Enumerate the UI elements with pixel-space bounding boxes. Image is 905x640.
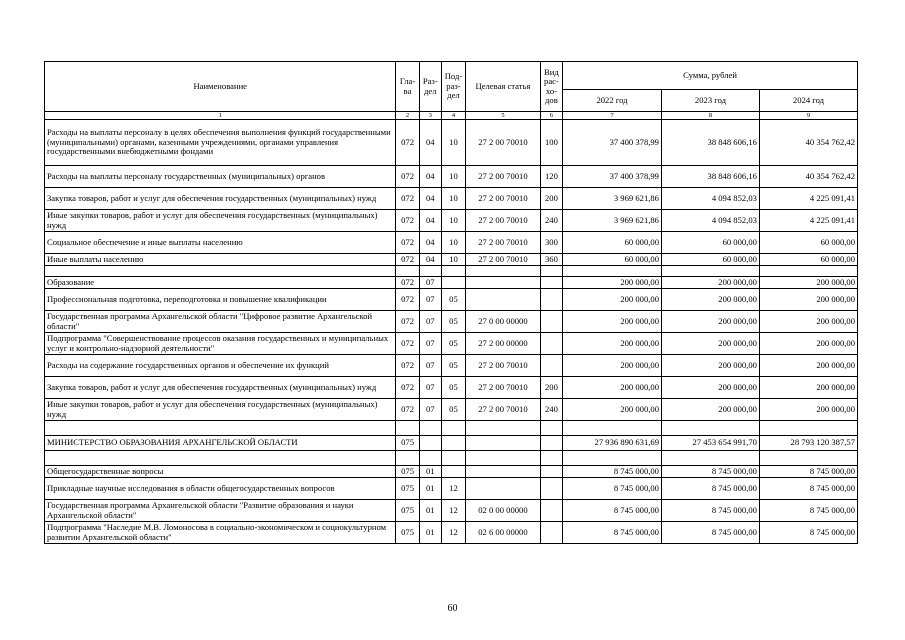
row-sum-2024: 200 000,00 <box>759 277 857 289</box>
row-vid: 240 <box>540 210 562 232</box>
row-sum-2023: 27 453 654 991,70 <box>661 436 759 451</box>
row-sum-2023: 8 745 000,00 <box>661 522 759 544</box>
empty-cell <box>759 266 857 277</box>
empty-cell <box>563 451 662 466</box>
row-podrazdel: 12 <box>441 478 465 500</box>
column-index: 6 <box>540 112 562 120</box>
row-sum-2023: 200 000,00 <box>661 377 759 399</box>
row-statya: 02 0 00 00000 <box>466 500 541 522</box>
header-glava: Гла-ва <box>396 62 419 112</box>
row-podrazdel: 10 <box>441 120 465 166</box>
row-razdel: 07 <box>419 333 441 355</box>
row-razdel: 01 <box>419 478 441 500</box>
table-row <box>45 500 858 522</box>
row-name: Закупка товаров, работ и услуг для обеспечения государственных (муниципальных) нужд <box>45 377 396 399</box>
row-statya <box>466 277 541 289</box>
row-razdel: 01 <box>419 522 441 544</box>
row-podrazdel: 05 <box>441 355 465 377</box>
row-vid: 200 <box>540 377 562 399</box>
header-statya: Целевая статья <box>466 62 541 112</box>
row-podrazdel: 10 <box>441 232 465 254</box>
row-sum-2024: 200 000,00 <box>759 355 857 377</box>
table-row <box>45 277 858 289</box>
row-vid <box>540 311 562 333</box>
table-row <box>45 333 858 355</box>
table-row <box>45 289 858 311</box>
column-index: 4 <box>441 112 465 120</box>
row-sum-2024: 8 745 000,00 <box>759 522 857 544</box>
table-row-empty <box>45 451 858 466</box>
table-row <box>45 311 858 333</box>
empty-cell <box>563 421 662 436</box>
row-statya: 27 2 00 70010 <box>466 188 541 210</box>
row-glava: 075 <box>396 522 419 544</box>
row-vid: 240 <box>540 399 562 421</box>
table-row <box>45 466 858 478</box>
row-podrazdel <box>441 436 465 451</box>
row-vid <box>540 478 562 500</box>
row-sum-2022: 3 969 621,86 <box>563 188 662 210</box>
empty-cell <box>45 451 396 466</box>
row-razdel: 07 <box>419 277 441 289</box>
row-sum-2024: 4 225 091,41 <box>759 188 857 210</box>
table-row <box>45 188 858 210</box>
empty-cell <box>759 421 857 436</box>
row-name: МИНИСТЕРСТВО ОБРАЗОВАНИЯ АРХАНГЕЛЬСКОЙ ОБЛАСТИ <box>45 436 396 451</box>
table-row <box>45 166 858 188</box>
row-glava: 072 <box>396 277 419 289</box>
table-row <box>45 377 858 399</box>
empty-cell <box>563 266 662 277</box>
row-razdel: 01 <box>419 500 441 522</box>
row-sum-2023: 8 745 000,00 <box>661 478 759 500</box>
row-sum-2024: 28 793 120 387,57 <box>759 436 857 451</box>
row-glava: 072 <box>396 311 419 333</box>
row-statya: 27 2 00 70010 <box>466 210 541 232</box>
row-vid <box>540 522 562 544</box>
row-name: Образование <box>45 277 396 289</box>
page-number: 60 <box>447 603 458 614</box>
row-sum-2022: 200 000,00 <box>563 399 662 421</box>
empty-cell <box>45 421 396 436</box>
row-vid: 100 <box>540 120 562 166</box>
row-name: Государственная программа Архангельской области "Развитие образования и науки Архангельской области" <box>45 500 396 522</box>
row-statya: 27 2 00 70010 <box>466 232 541 254</box>
empty-cell <box>419 451 441 466</box>
row-vid <box>540 466 562 478</box>
row-glava: 072 <box>396 188 419 210</box>
row-statya: 27 0 00 00000 <box>466 311 541 333</box>
row-vid <box>540 333 562 355</box>
row-sum-2022: 8 745 000,00 <box>563 522 662 544</box>
empty-cell <box>661 451 759 466</box>
row-sum-2024: 200 000,00 <box>759 311 857 333</box>
empty-cell <box>540 421 562 436</box>
row-name: Расходы на выплаты персоналу в целях обеспечения выполнения функций государственными (муниципальными) органами, казенными учреждениями, органами управления государственными внебюджетными фондами <box>45 120 396 166</box>
empty-cell <box>45 266 396 277</box>
row-vid: 200 <box>540 188 562 210</box>
row-podrazdel: 10 <box>441 254 465 266</box>
row-glava: 075 <box>396 436 419 451</box>
row-sum-2022: 200 000,00 <box>563 311 662 333</box>
row-vid <box>540 289 562 311</box>
row-podrazdel: 05 <box>441 289 465 311</box>
row-sum-2023: 200 000,00 <box>661 333 759 355</box>
row-sum-2023: 200 000,00 <box>661 311 759 333</box>
row-sum-2024: 200 000,00 <box>759 399 857 421</box>
row-statya: 27 2 00 00000 <box>466 333 541 355</box>
row-razdel: 04 <box>419 120 441 166</box>
row-sum-2024: 200 000,00 <box>759 333 857 355</box>
empty-cell <box>466 451 541 466</box>
row-vid: 120 <box>540 166 562 188</box>
empty-cell <box>759 451 857 466</box>
header-razdel: Раз-дел <box>419 62 441 112</box>
row-podrazdel: 05 <box>441 377 465 399</box>
empty-cell <box>441 451 465 466</box>
column-index: 1 <box>45 112 396 120</box>
row-statya <box>466 466 541 478</box>
table-row <box>45 120 858 166</box>
header-vid: Вид рас-хо-дов <box>540 62 562 112</box>
row-sum-2022: 60 000,00 <box>563 254 662 266</box>
row-sum-2022: 200 000,00 <box>563 277 662 289</box>
row-glava: 072 <box>396 289 419 311</box>
row-name: Иные закупки товаров, работ и услуг для обеспечения государственных (муниципальных) нужд <box>45 210 396 232</box>
row-sum-2024: 60 000,00 <box>759 232 857 254</box>
row-podrazdel: 05 <box>441 333 465 355</box>
row-vid <box>540 277 562 289</box>
row-razdel: 07 <box>419 377 441 399</box>
row-glava: 072 <box>396 232 419 254</box>
column-index: 2 <box>396 112 419 120</box>
column-index: 8 <box>661 112 759 120</box>
empty-cell <box>419 421 441 436</box>
row-razdel: 04 <box>419 232 441 254</box>
row-statya <box>466 436 541 451</box>
row-sum-2024: 200 000,00 <box>759 377 857 399</box>
row-name: Расходы на выплаты персоналу государственных (муниципальных) органов <box>45 166 396 188</box>
row-sum-2023: 8 745 000,00 <box>661 500 759 522</box>
column-index-row <box>45 112 858 120</box>
row-glava: 075 <box>396 466 419 478</box>
row-sum-2022: 8 745 000,00 <box>563 466 662 478</box>
row-name: Общегосударственные вопросы <box>45 466 396 478</box>
row-razdel: 04 <box>419 188 441 210</box>
row-razdel: 04 <box>419 254 441 266</box>
row-podrazdel: 10 <box>441 166 465 188</box>
row-sum-2023: 60 000,00 <box>661 254 759 266</box>
row-sum-2024: 200 000,00 <box>759 289 857 311</box>
row-podrazdel <box>441 277 465 289</box>
row-name: Социальное обеспечение и иные выплаты населению <box>45 232 396 254</box>
row-sum-2022: 200 000,00 <box>563 377 662 399</box>
table-row <box>45 254 858 266</box>
row-podrazdel <box>441 466 465 478</box>
row-statya: 27 2 00 70010 <box>466 377 541 399</box>
table-row <box>45 522 858 544</box>
row-sum-2024: 4 225 091,41 <box>759 210 857 232</box>
row-razdel: 07 <box>419 399 441 421</box>
column-index: 7 <box>563 112 662 120</box>
empty-cell <box>540 266 562 277</box>
row-sum-2024: 8 745 000,00 <box>759 466 857 478</box>
header-podrazdel: Под-раз-дел <box>441 62 465 112</box>
row-podrazdel: 10 <box>441 188 465 210</box>
row-name: Закупка товаров, работ и услуг для обеспечения государственных (муниципальных) нужд <box>45 188 396 210</box>
header-name: Наименование <box>45 62 396 112</box>
row-podrazdel: 05 <box>441 311 465 333</box>
empty-cell <box>661 421 759 436</box>
row-sum-2023: 4 094 852,03 <box>661 210 759 232</box>
table-row <box>45 210 858 232</box>
row-glava: 075 <box>396 478 419 500</box>
empty-cell <box>441 266 465 277</box>
row-razdel: 07 <box>419 311 441 333</box>
table-row-ministry <box>45 436 858 451</box>
row-sum-2022: 200 000,00 <box>563 355 662 377</box>
row-vid <box>540 355 562 377</box>
empty-cell <box>396 421 419 436</box>
empty-cell <box>441 421 465 436</box>
row-sum-2022: 37 400 378,99 <box>563 120 662 166</box>
table-row-empty <box>45 266 858 277</box>
table-row <box>45 355 858 377</box>
empty-cell <box>396 451 419 466</box>
empty-cell <box>661 266 759 277</box>
row-vid: 300 <box>540 232 562 254</box>
row-glava: 072 <box>396 355 419 377</box>
row-statya: 27 2 00 70010 <box>466 399 541 421</box>
row-podrazdel: 10 <box>441 210 465 232</box>
row-sum-2023: 4 094 852,03 <box>661 188 759 210</box>
row-razdel: 07 <box>419 355 441 377</box>
row-sum-2024: 8 745 000,00 <box>759 500 857 522</box>
table-row <box>45 399 858 421</box>
row-glava: 072 <box>396 333 419 355</box>
row-sum-2024: 40 354 762,42 <box>759 120 857 166</box>
row-glava: 072 <box>396 120 419 166</box>
row-sum-2024: 60 000,00 <box>759 254 857 266</box>
table-body <box>45 120 858 544</box>
row-name: Иные закупки товаров, работ и услуг для обеспечения государственных (муниципальных) нужд <box>45 399 396 421</box>
row-sum-2022: 27 936 890 631,69 <box>563 436 662 451</box>
empty-cell <box>466 421 541 436</box>
row-vid <box>540 500 562 522</box>
header-year-2022: 2022 год <box>563 90 662 112</box>
empty-cell <box>540 451 562 466</box>
row-glava: 072 <box>396 377 419 399</box>
row-sum-2024: 8 745 000,00 <box>759 478 857 500</box>
row-statya <box>466 478 541 500</box>
row-razdel: 07 <box>419 289 441 311</box>
row-name: Подпрограмма "Совершенствование процессов оказания государственных и муниципальных услуг и контрольно-надзорной деятельности" <box>45 333 396 355</box>
row-glava: 072 <box>396 254 419 266</box>
table-row <box>45 478 858 500</box>
row-sum-2022: 37 400 378,99 <box>563 166 662 188</box>
row-sum-2022: 60 000,00 <box>563 232 662 254</box>
row-sum-2022: 200 000,00 <box>563 289 662 311</box>
row-statya: 27 2 00 70010 <box>466 166 541 188</box>
row-sum-2023: 38 848 606,16 <box>661 120 759 166</box>
table-row <box>45 232 858 254</box>
row-name: Прикладные научные исследования в области общегосударственных вопросов <box>45 478 396 500</box>
empty-cell <box>396 266 419 277</box>
row-razdel: 04 <box>419 210 441 232</box>
header-year-2023: 2023 год <box>661 90 759 112</box>
column-index: 3 <box>419 112 441 120</box>
row-sum-2023: 200 000,00 <box>661 399 759 421</box>
row-statya: 27 2 00 70010 <box>466 254 541 266</box>
row-glava: 072 <box>396 210 419 232</box>
row-name: Иные выплаты населению <box>45 254 396 266</box>
row-sum-2023: 8 745 000,00 <box>661 466 759 478</box>
header-summa: Сумма, рублей <box>563 62 858 90</box>
row-sum-2022: 200 000,00 <box>563 333 662 355</box>
empty-cell <box>419 266 441 277</box>
row-glava: 072 <box>396 166 419 188</box>
row-statya: 02 6 00 00000 <box>466 522 541 544</box>
table-row-empty <box>45 421 858 436</box>
row-razdel <box>419 436 441 451</box>
row-vid <box>540 436 562 451</box>
row-podrazdel: 12 <box>441 500 465 522</box>
row-name: Профессиональная подготовка, переподготовка и повышение квалификации <box>45 289 396 311</box>
row-statya <box>466 289 541 311</box>
budget-table <box>44 61 858 544</box>
row-podrazdel: 05 <box>441 399 465 421</box>
row-glava: 072 <box>396 399 419 421</box>
row-sum-2023: 200 000,00 <box>661 289 759 311</box>
row-sum-2023: 200 000,00 <box>661 355 759 377</box>
row-sum-2022: 8 745 000,00 <box>563 500 662 522</box>
row-name: Государственная программа Архангельской области "Цифровое развитие Архангельской области" <box>45 311 396 333</box>
row-vid: 360 <box>540 254 562 266</box>
empty-cell <box>466 266 541 277</box>
header-year-2024: 2024 год <box>759 90 857 112</box>
row-sum-2022: 8 745 000,00 <box>563 478 662 500</box>
row-sum-2023: 38 848 606,16 <box>661 166 759 188</box>
row-sum-2023: 60 000,00 <box>661 232 759 254</box>
row-sum-2022: 3 969 621,86 <box>563 210 662 232</box>
row-name: Подпрограмма "Наследие М.В. Ломоносова в социально-экономическом и социокультурном развитии Архангельской области" <box>45 522 396 544</box>
row-statya: 27 2 00 70010 <box>466 120 541 166</box>
row-razdel: 01 <box>419 466 441 478</box>
row-name: Расходы на содержание государственных органов и обеспечение их функций <box>45 355 396 377</box>
row-sum-2024: 40 354 762,42 <box>759 166 857 188</box>
row-sum-2023: 200 000,00 <box>661 277 759 289</box>
row-podrazdel: 12 <box>441 522 465 544</box>
column-index: 5 <box>466 112 541 120</box>
row-razdel: 04 <box>419 166 441 188</box>
row-glava: 075 <box>396 500 419 522</box>
column-index: 9 <box>759 112 857 120</box>
row-statya: 27 2 00 70010 <box>466 355 541 377</box>
